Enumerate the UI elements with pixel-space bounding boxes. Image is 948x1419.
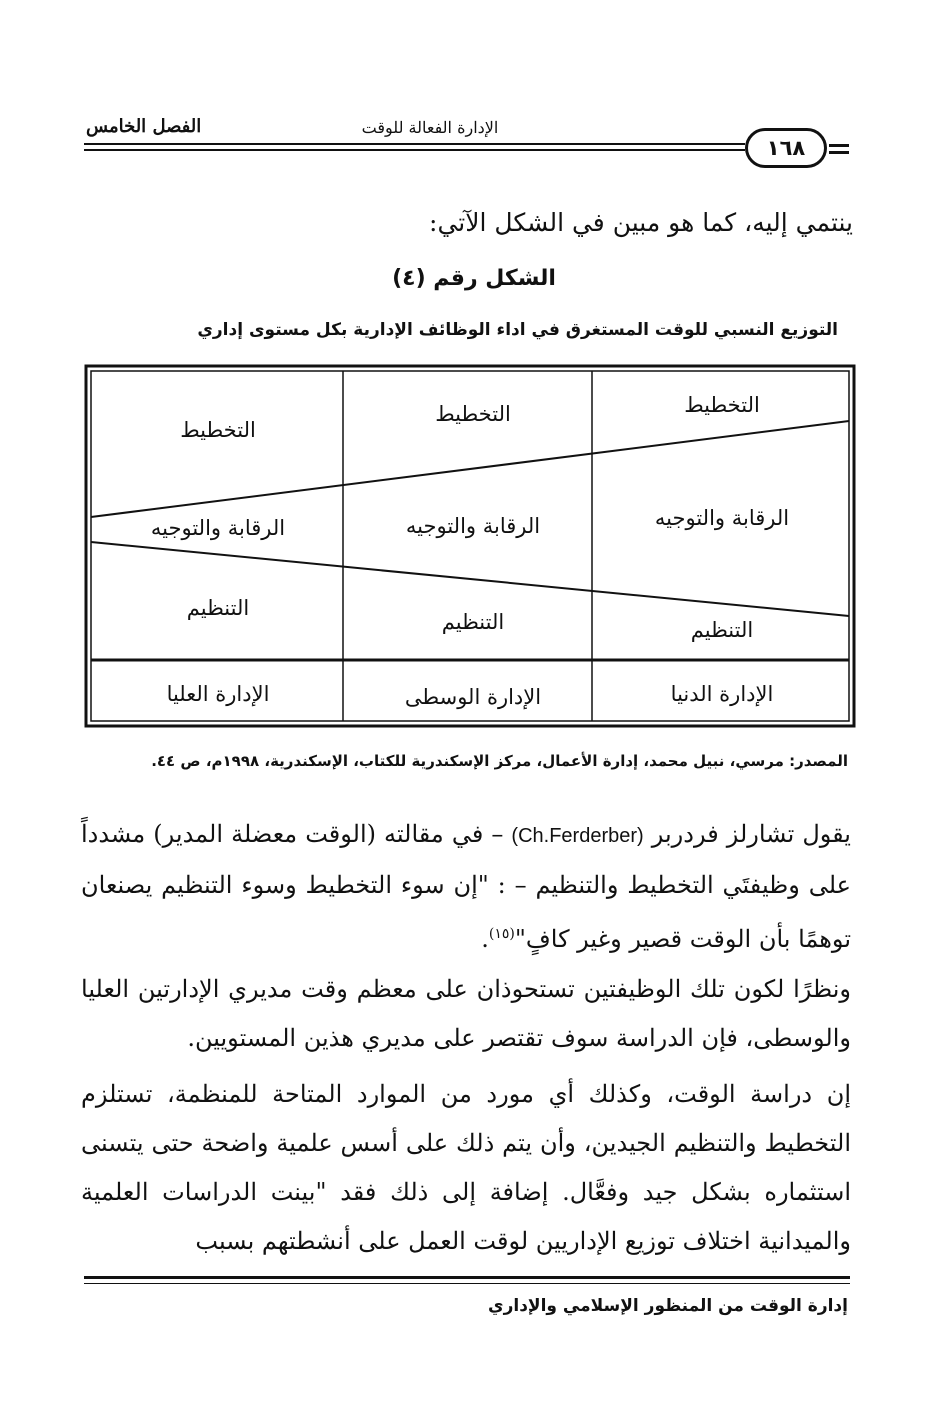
figure-caption: التوزيع النسبي للوقت المستغرق في اداء الوظائف الإدارية بكل مستوى إداري	[197, 320, 838, 340]
page-number-badge: ١٦٨	[745, 128, 827, 168]
header-dash	[829, 151, 849, 154]
running-header-title: الإدارة الفعالة للوقت	[361, 118, 499, 137]
header-rule	[84, 149, 745, 151]
paragraph-1-quote: – في مقالته (الوقت معضلة المدير) مشدداً على وظيفتَي التخطيط والتنظيم – : "إن سوء التخطيط وسوء التنظيم يصنعان توهمًا بأن الوقت قصير وغير كافٍ"	[81, 820, 851, 953]
top-control-label: الرقابة والتوجيه	[150, 516, 286, 540]
lower-planning-label: التخطيط	[684, 393, 760, 417]
paragraph-1	[81, 810, 851, 964]
lower-organizing-label: التنظيم	[690, 618, 754, 642]
paragraph-2: ونظرًا لكون تلك الوظيفتين تستحوذان على معظم وقت مديري الإدارتين العليا والوسطى، فإن الدراسة سوف تقتصر على مديري هذين المستويين.	[81, 975, 851, 1052]
intro-line: ينتمي إليه، كما هو مبين في الشكل الآتي:	[429, 208, 853, 237]
footer-rule	[84, 1283, 850, 1284]
footnote-reference: (١٥)	[488, 926, 515, 942]
management-time-figure	[80, 360, 860, 740]
middle-management-label: الإدارة الوسطى	[404, 685, 542, 709]
top-planning-label: التخطيط	[180, 418, 256, 442]
latin-name: (Ch.Ferderber)	[511, 825, 644, 847]
lower-control-label: الرقابة والتوجيه	[654, 506, 790, 530]
middle-control-label: الرقابة والتوجيه	[405, 514, 541, 538]
lower-management-label: الإدارة الدنيا	[670, 682, 774, 706]
middle-planning-label: التخطيط	[435, 402, 511, 426]
top-management-label: الإدارة العليا	[166, 682, 270, 706]
running-footer-title: إدارة الوقت من المنظور الإسلامي والإداري	[488, 1296, 848, 1316]
header-rule	[84, 143, 745, 145]
header-dash	[829, 144, 849, 147]
middle-organizing-label: التنظيم	[441, 610, 505, 634]
paragraph-1-lead: يقول تشارلز فردربر	[651, 820, 851, 848]
top-organizing-label: التنظيم	[186, 596, 250, 620]
footer-rule	[84, 1276, 850, 1279]
figure-label: الشكل رقم (٤)	[392, 266, 556, 291]
paragraph-3: إن دراسة الوقت، وكذلك أي مورد من الموارد المتاحة للمنظمة، تستلزم التخطيط والتنظيم الجيدين، وأن يتم ذلك على أسس علمية واضحة حتى يتسنى استثماره بشكل جيد وفعَّال. إضافة إلى ذلك فقد "بينت الدراسات العلمية والميدانية اختلاف توزيع الإداريين لوقت العمل على أنشطتهم بسبب	[81, 1080, 851, 1255]
paragraph-1-end: .	[481, 925, 489, 953]
figure-source-note: المصدر: مرسي، نبيل محمد، إدارة الأعمال، مركز الإسكندرية للكتاب، الإسكندرية، ١٩٩٨م، ص ٤٤.	[151, 752, 848, 770]
running-header-chapter: الفصل الخامس	[86, 116, 202, 137]
